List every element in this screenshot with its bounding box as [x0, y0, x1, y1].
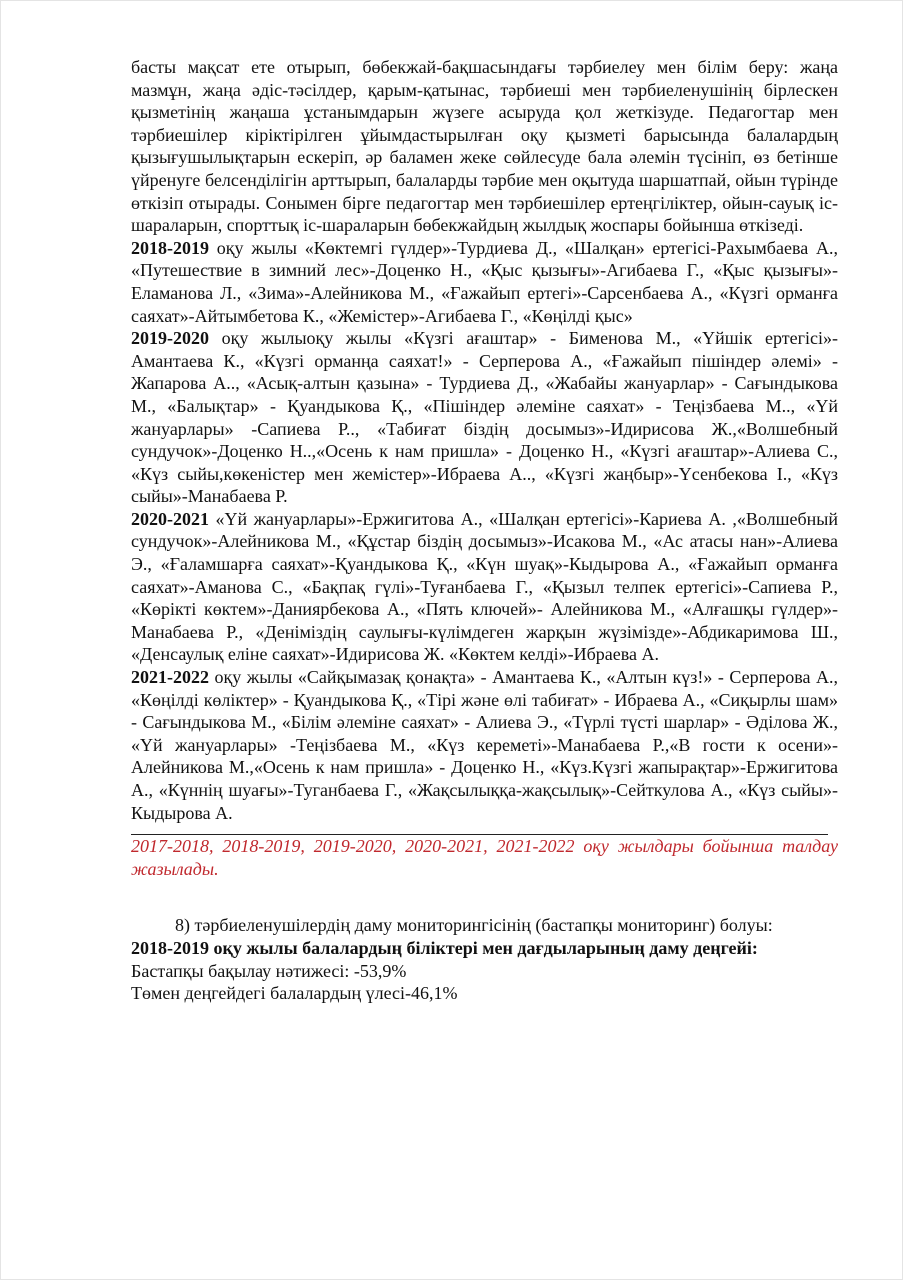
- red-italic-note: 2017-2018, 2018-2019, 2019-2020, 2020-2021, 2021-2022 оқу жылдары бойынша талдау жазылады.: [131, 836, 838, 879]
- initial-result-line: Бастапқы бақылау нәтижесі: -53,9%: [131, 960, 407, 981]
- year-text: «Үй жануарлары»-Ержигитова А., «Шалқан ертегісі»-Кариева А. ,«Волшебный сундучок»-Алейникова М., «Құстар біздің досымыз»-Исакова М., «Ас атасы нан»-Алиева Э., «Ғаламшарға саяхат»-Қуандыкова Қ., «Күн шуақ»-Кыдырова А., «Ғажайып орманға саяхат»-Аманова С., «Бақпақ гүлі»-Туғанбаева Г., «Қызыл телпек ертегісі»-Сапиева Р., «Көрікті көктем»-Даниярбекова А., «Пять ключей»- Алейникова М., «Алғашқы гүлдер»-Манабаева Р., «Деніміздің саулығы-күлімдеген жарқын жүзімізде»-Абдикаримова Ш., «Денсаулық еліне саяхат»-Идирисова Ж. «Көктем келді»-Ибраева А.: [131, 508, 838, 665]
- year-paragraph-2019-2020: [131, 327, 838, 508]
- year-paragraph-2018-2019: [131, 237, 838, 327]
- year-paragraph-2021-2022: [131, 666, 838, 824]
- year-text: оқу жылы «Көктемгі гүлдер»-Турдиева Д., «Шалқан» ертегісі-Рахымбаева А., «Путешествие в зимний лес»-Доценко Н., «Қыс қызығы»-Агибаева Г., «Қыс қызығы»-Еламанова Л., «Зима»-Алейникова М., «Ғажайып ертегі»-Сарсенбаева А., «Күзгі орманға саяхат»-Айтымбетова К., «Жемістер»-Агибаева Г., «Көңілді қыс»: [131, 237, 838, 326]
- year-label: 2021-2022: [131, 667, 209, 688]
- low-level-share-line: Төмен деңгейдегі балалардың үлесі-46,1%: [131, 983, 458, 1004]
- monitoring-heading: 2018-2019 оқу жылы балалардың біліктері мен дағдыларының даму деңгейі:: [131, 937, 758, 958]
- monitoring-item: 8) тәрбиеленушілердің даму мониторингісінің (бастапқы мониторинг) болуы:: [175, 915, 773, 936]
- spacer: [131, 880, 838, 914]
- intro-paragraph: басты мақсат ете отырып, бөбекжай-бақшасындағы тәрбиелеу мен білім беру: жаңа мазмұн, жаңа әдіс-тәсілдер, қарым-қатынас, тәрбиеші мен тәрбиеленушінің бірлескен қызметінің жаңаша ұстанымдарын жүзеге асыруда қол жеткізуде. Педагогтар мен тәрбиешілер кіріктірілген ұйымдастырылған оқу қызметі барысында балалардың қызығушылықтарын ескеріп, әр баламен жеке сөйлесуде бала әлемін түсініп, өз бетінше үйренуге белсенділігін арттырып, балаларды тәрбие мен оқытуда шаршатпай, ойын түрінде өткізіп отырады. Сонымен бірге педагогтар мен тәрбиешілер ертеңгіліктер, ойын-сауық іс-шараларын, спорттық іс-шараларын бөбекжайдың жылдық жоспары бойынша өткізеді.: [131, 57, 838, 236]
- document-body: [131, 56, 838, 1005]
- year-label: 2018-2019: [131, 237, 209, 258]
- year-text: оқу жылы «Сайқымазақ қонақта» - Амантаева К., «Алтын күз!» - Серперова А., «Көңілді көліктер» - Қуандыкова Қ., «Тірі және өлі табиғат» - Ибраева А., «Сиқырлы шам» - Сағындыкова М., «Білім әлеміне саяхат» - Алиева Э., «Түрлі түсті шарлар» - Әділова Ж., «Үй жануарлары» -Теңізбаева М., «Күз кереметі»-Манабаева Р.,«В гости к осени»-Алейникова М.,«Осень к нам пришла» - Доценко Н., «Күз.Күзгі жапырақтар»-Ержигитова А., «Күннің шуағы»-Туганбаева Г., «Жақсылыққа-жақсылық»-Сейткулова А., «Күз сыйы»-Кыдырова А.: [131, 667, 838, 823]
- year-paragraph-2020-2021: [131, 508, 838, 666]
- year-text: оқу жылыоқу жылы «Күзгі ағаштар» - Бименова М., «Үйшік ертегісі»-Амантаева К., «Күзгі орманңа саяхат!» - Серперова А., «Ғажайып пішіндер әлемі» - Жапарова А.., «Асық-алтын қазына» - Турдиева Д., «Жабайы жануарлар» - Сағындыкова М., «Балықтар» - Қуандыкова Қ., «Пішіндер әлеміне саяхат» - Теңізбаева М.., «Үй жануарлары» -Сапиева Р.., «Табиғат біздің досымыз»-Идирисова Ж.,«Волшебный сундучок»-Доценко Н..,«Осень к нам пришла» - Доценко Н., «Күзгі ағаштар»-Алиева С., «Күз сыйы,көкеністер мен жемістер»-Ибраева А.., «Күзгі жаңбыр»-Үсенбекова І., «Күз сыйы»-Манабаева Р.: [131, 328, 838, 507]
- year-label: 2020-2021: [131, 508, 209, 529]
- year-label: 2019-2020: [131, 328, 209, 349]
